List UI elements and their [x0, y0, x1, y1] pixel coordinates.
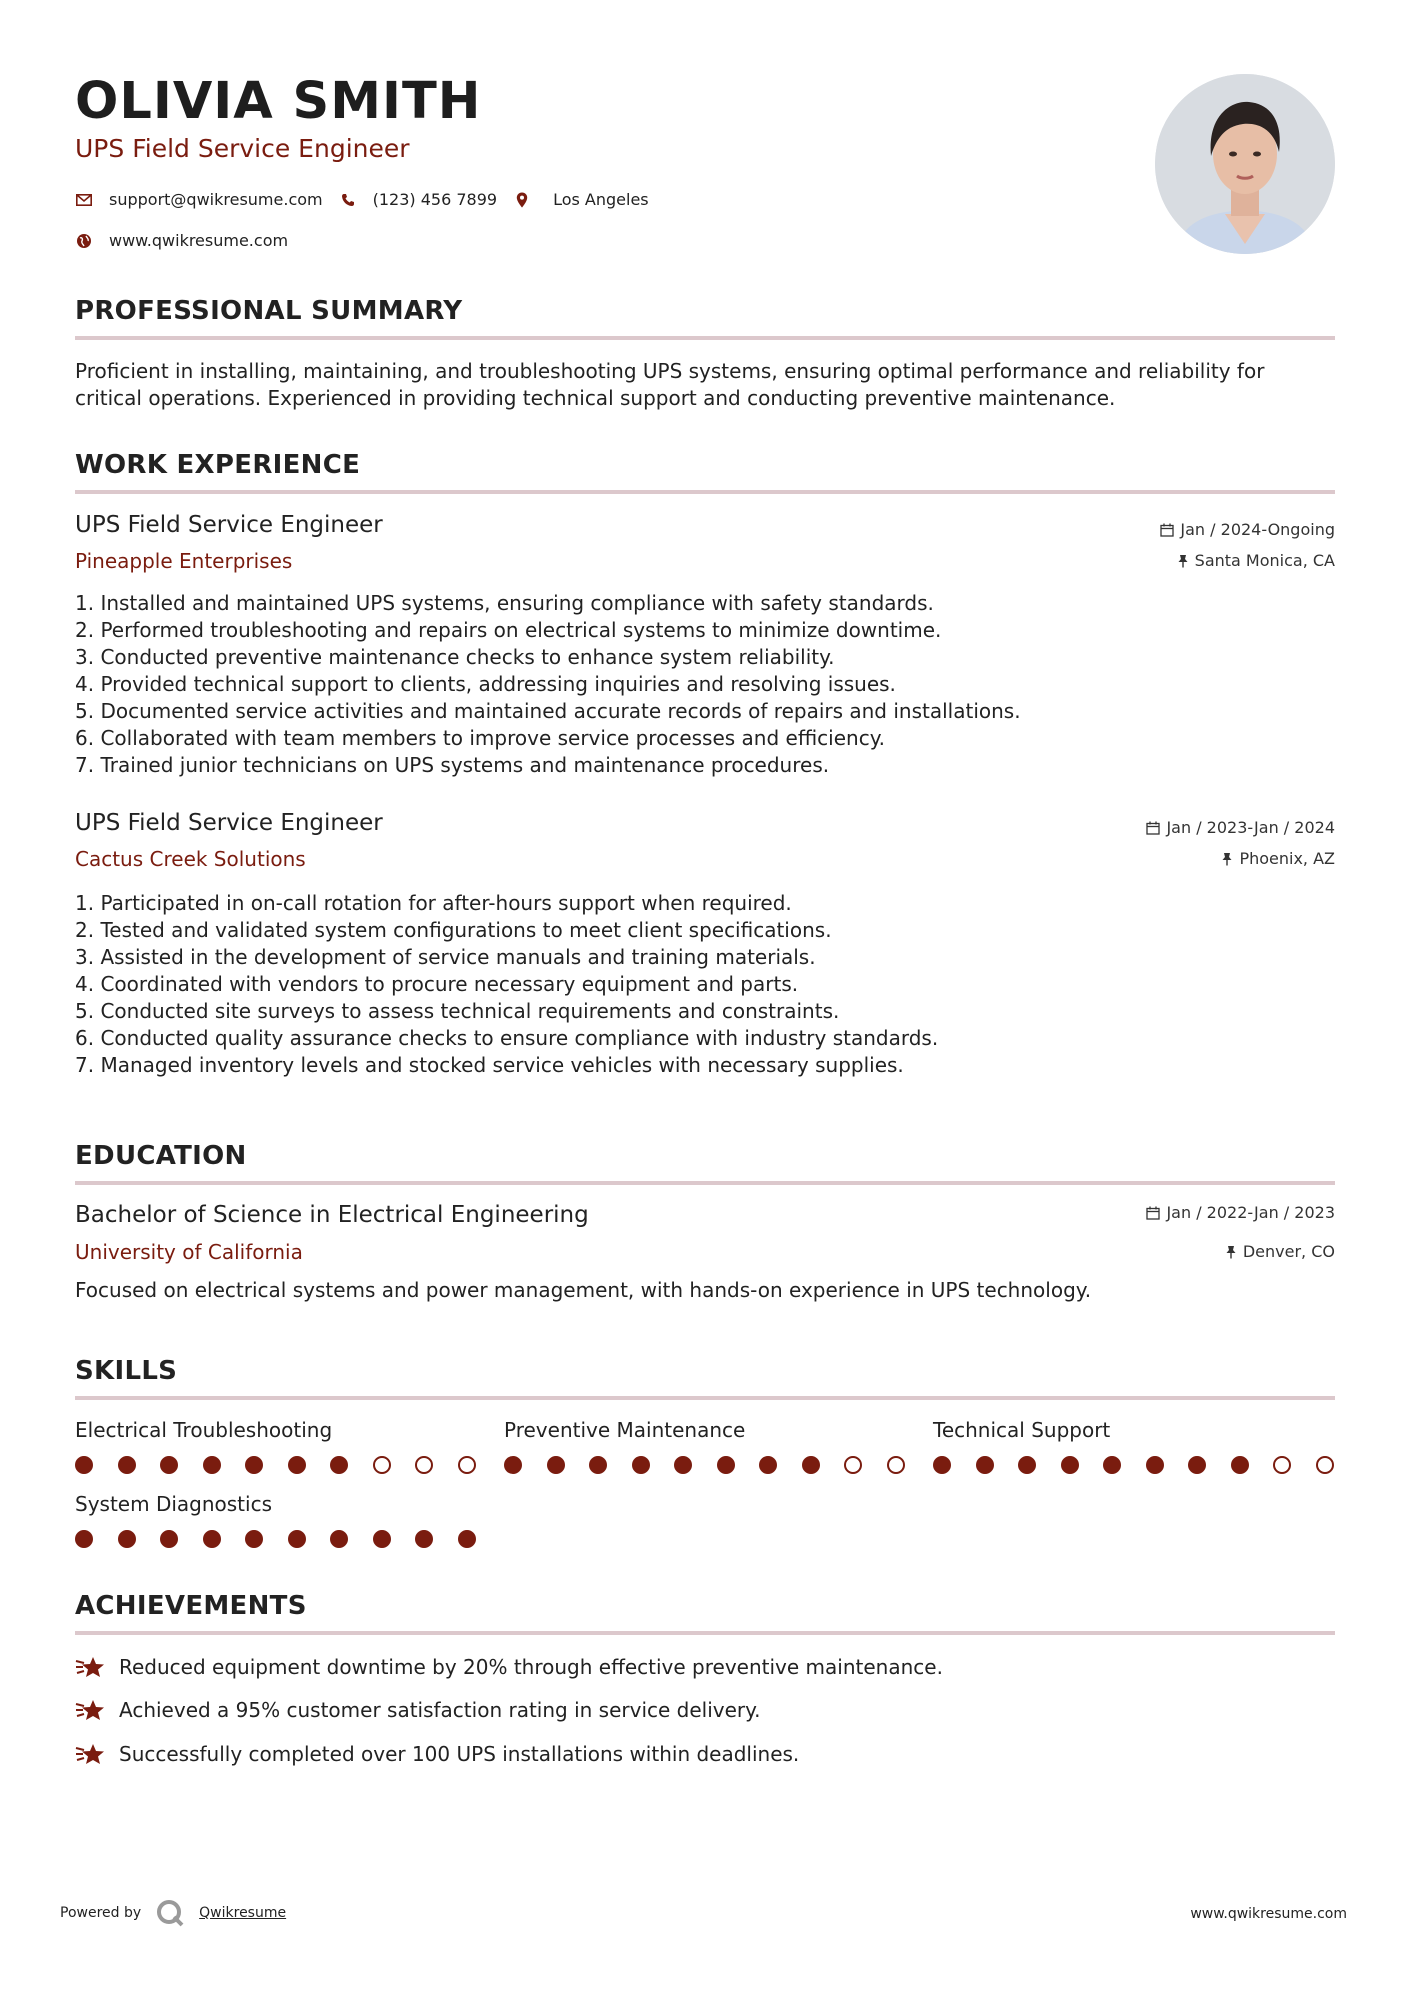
education-dates: [1146, 1203, 1335, 1222]
rating-dot-empty: [1316, 1456, 1334, 1474]
footer-powered-by: [60, 1898, 286, 1928]
list-item: 4. Provided technical support to clients, addressing inquiries and resolving issues.: [75, 672, 896, 696]
rating-dot-filled: [458, 1530, 476, 1548]
list-item: 2. Tested and validated system configurations to meet client specifications.: [75, 918, 832, 942]
achievements-heading: ACHIEVEMENTS: [75, 1591, 307, 1621]
achievement-text: Reduced equipment downtime by 20% through effective preventive maintenance.: [119, 1655, 943, 1679]
rating-dot-filled: [504, 1456, 522, 1474]
experience-heading: WORK EXPERIENCE: [75, 450, 361, 480]
footer-website[interactable]: www.qwikresume.com: [1190, 1906, 1347, 1922]
job-location: [1221, 849, 1335, 868]
skill-item: [504, 1418, 929, 1474]
job-dates-text: Jan / 2023-Jan / 2024: [1166, 818, 1335, 837]
section-divider: [75, 336, 1335, 340]
rating-dot-filled: [589, 1456, 607, 1474]
rating-dot-filled: [118, 1456, 136, 1474]
rating-dot-filled: [118, 1530, 136, 1548]
skill-item: [75, 1492, 500, 1548]
qwikresume-logo-icon: [155, 1898, 185, 1928]
job-dates: [1160, 520, 1335, 539]
rating-dot-filled: [203, 1530, 221, 1548]
rating-dot-empty: [844, 1456, 862, 1474]
degree-title: Bachelor of Science in Electrical Engineering: [75, 1202, 589, 1228]
candidate-role: UPS Field Service Engineer: [75, 134, 410, 163]
rating-dot-filled: [933, 1456, 951, 1474]
job-company: Cactus Creek Solutions: [75, 847, 306, 871]
school-name: University of California: [75, 1240, 303, 1264]
rating-dot-filled: [632, 1456, 650, 1474]
rating-dot-filled: [415, 1530, 433, 1548]
envelope-icon: [75, 191, 93, 209]
pushpin-icon: [1225, 1245, 1237, 1259]
achievement-text: Successfully completed over 100 UPS installations within deadlines.: [119, 1742, 800, 1766]
skill-name: Electrical Troubleshooting: [75, 1418, 333, 1442]
rating-dot-filled: [373, 1530, 391, 1548]
section-divider: [75, 490, 1335, 494]
rating-dot-filled: [75, 1530, 93, 1548]
list-item: 6. Conducted quality assurance checks to ensure compliance with industry standards.: [75, 1026, 939, 1050]
skill-rating: [75, 1456, 500, 1474]
rating-dot-empty: [373, 1456, 391, 1474]
list-item: 1. Installed and maintained UPS systems, ensuring compliance with safety standards.: [75, 591, 934, 615]
job-responsibilities: [75, 890, 938, 1079]
list-item: 1. Participated in on-call rotation for after-hours support when required.: [75, 891, 792, 915]
rating-dot-filled: [674, 1456, 692, 1474]
rating-dot-filled: [75, 1456, 93, 1474]
section-divider: [75, 1631, 1335, 1635]
skill-item: [933, 1418, 1358, 1474]
skill-name: Preventive Maintenance: [504, 1418, 746, 1442]
list-item: 3. Conducted preventive maintenance checks to enhance system reliability.: [75, 645, 835, 669]
pushpin-icon: [1221, 852, 1233, 866]
rating-dot-filled: [1018, 1456, 1036, 1474]
rating-dot-filled: [717, 1456, 735, 1474]
rating-dot-filled: [1103, 1456, 1121, 1474]
summary-heading: PROFESSIONAL SUMMARY: [75, 296, 463, 326]
summary-text: Proficient in installing, maintaining, and troubleshooting UPS systems, ensuring optimal performance and reliability for critical operations. Experienced in providing technical support and conducting preventive maintenance.: [75, 359, 1265, 410]
powered-by-label: Powered by: [60, 1905, 142, 1921]
skill-rating: [504, 1456, 929, 1474]
job-title: UPS Field Service Engineer: [75, 512, 383, 538]
skill-rating: [933, 1456, 1358, 1474]
qwikresume-link[interactable]: Qwikresume: [199, 1905, 287, 1921]
resume-header: [75, 72, 1335, 262]
rating-dot-filled: [330, 1456, 348, 1474]
section-divider: [75, 1181, 1335, 1185]
skill-item: [75, 1418, 500, 1474]
summary-section: [75, 296, 1335, 416]
section-divider: [75, 1396, 1335, 1400]
achievement-item: [75, 1740, 799, 1768]
job-dates-text: Jan / 2024-Ongoing: [1180, 520, 1335, 539]
education-dates-text: Jan / 2022-Jan / 2023: [1166, 1203, 1335, 1222]
rating-dot-filled: [1146, 1456, 1164, 1474]
skill-name: System Diagnostics: [75, 1492, 272, 1516]
contact-row-secondary: [75, 231, 304, 250]
map-pin-icon: [513, 191, 531, 209]
list-item: 2. Performed troubleshooting and repairs on electrical systems to minimize downtime.: [75, 618, 942, 642]
rating-dot-filled: [245, 1456, 263, 1474]
education-heading: EDUCATION: [75, 1141, 247, 1171]
experience-section: [75, 450, 1335, 1090]
achievement-text: Achieved a 95% customer satisfaction rating in service delivery.: [119, 1698, 761, 1722]
rating-dot-filled: [160, 1530, 178, 1548]
rating-dot-filled: [288, 1530, 306, 1548]
rating-dot-empty: [458, 1456, 476, 1474]
job-location-text: Santa Monica, CA: [1194, 551, 1335, 570]
job-location: [1177, 551, 1335, 570]
calendar-icon: [1146, 821, 1160, 835]
rating-dot-empty: [415, 1456, 433, 1474]
education-section: [75, 1141, 1335, 1321]
rating-dot-filled: [802, 1456, 820, 1474]
calendar-icon: [1160, 523, 1174, 537]
job-company: Pineapple Enterprises: [75, 549, 293, 573]
list-item: 7. Managed inventory levels and stocked service vehicles with necessary supplies.: [75, 1053, 904, 1077]
contact-website[interactable]: www.qwikresume.com: [109, 231, 289, 250]
job-location-text: Phoenix, AZ: [1239, 849, 1335, 868]
profile-photo: [1155, 74, 1335, 254]
rating-dot-filled: [759, 1456, 777, 1474]
skill-name: Technical Support: [933, 1418, 1111, 1442]
achievement-item: [75, 1696, 760, 1724]
contact-row-primary: [75, 190, 665, 209]
job-title: UPS Field Service Engineer: [75, 810, 383, 836]
contact-email[interactable]: support@qwikresume.com: [109, 190, 323, 209]
job-dates: [1146, 818, 1335, 837]
rating-dot-filled: [203, 1456, 221, 1474]
job-responsibilities: [75, 590, 1021, 779]
achievement-item: [75, 1653, 943, 1681]
calendar-icon: [1146, 1206, 1160, 1220]
shooting-star-icon: [75, 1696, 107, 1724]
rating-dot-filled: [245, 1530, 263, 1548]
education-location-text: Denver, CO: [1242, 1242, 1335, 1261]
list-item: 5. Conducted site surveys to assess technical requirements and constraints.: [75, 999, 840, 1023]
shooting-star-icon: [75, 1740, 107, 1768]
rating-dot-empty: [887, 1456, 905, 1474]
rating-dot-filled: [976, 1456, 994, 1474]
rating-dot-filled: [1231, 1456, 1249, 1474]
contact-phone[interactable]: (123) 456 7899: [372, 190, 498, 209]
skills-heading: SKILLS: [75, 1356, 178, 1386]
skill-rating: [75, 1530, 500, 1548]
shooting-star-icon: [75, 1653, 107, 1681]
rating-dot-filled: [330, 1530, 348, 1548]
list-item: 5. Documented service activities and maintained accurate records of repairs and installations.: [75, 699, 1021, 723]
globe-icon: [75, 232, 93, 250]
list-item: 6. Collaborated with team members to improve service processes and efficiency.: [75, 726, 886, 750]
candidate-name: OLIVIA SMITH: [75, 72, 482, 131]
education-description: Focused on electrical systems and power management, with hands-on experience in UPS technology.: [75, 1278, 1092, 1302]
skills-section: [75, 1356, 1335, 1556]
list-item: 4. Coordinated with vendors to procure necessary equipment and parts.: [75, 972, 799, 996]
achievements-section: [75, 1591, 1335, 1791]
list-item: 3. Assisted in the development of service manuals and training materials.: [75, 945, 816, 969]
rating-dot-filled: [288, 1456, 306, 1474]
rating-dot-filled: [1061, 1456, 1079, 1474]
contact-location: Los Angeles: [553, 190, 649, 209]
rating-dot-filled: [547, 1456, 565, 1474]
rating-dot-filled: [160, 1456, 178, 1474]
education-location: [1225, 1242, 1335, 1261]
pushpin-icon: [1177, 554, 1189, 568]
list-item: 7. Trained junior technicians on UPS systems and maintenance procedures.: [75, 753, 830, 777]
rating-dot-empty: [1273, 1456, 1291, 1474]
rating-dot-filled: [1188, 1456, 1206, 1474]
phone-icon: [339, 191, 357, 209]
